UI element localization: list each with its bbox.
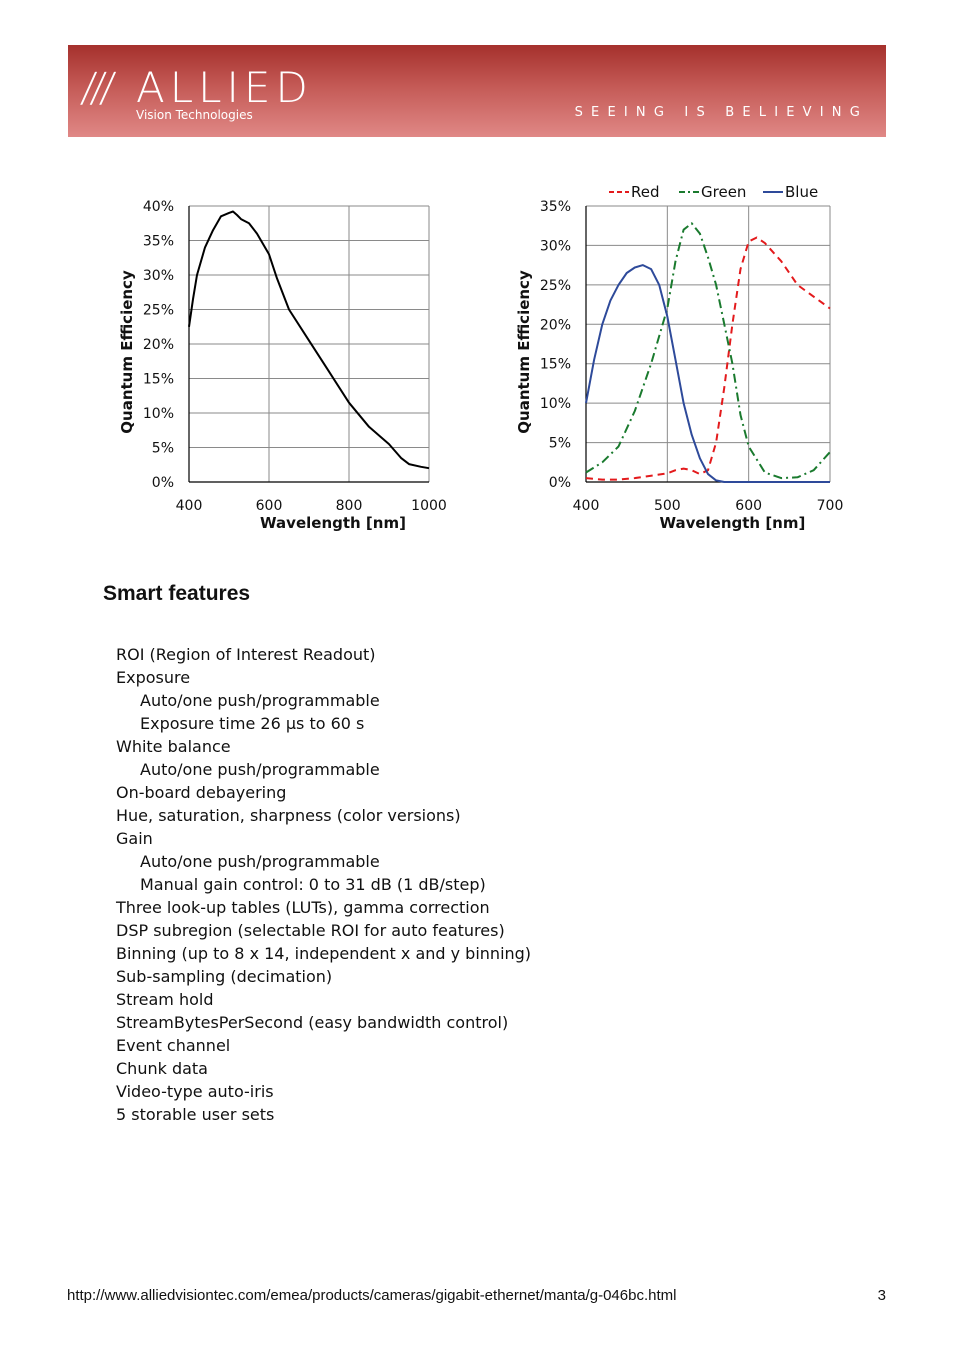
feature-item: Event channel [116, 1036, 231, 1055]
legend-label-blue: Blue [785, 183, 819, 201]
x-tick-label: 400 [572, 498, 600, 514]
legend-label-red: Red [631, 183, 660, 201]
series-line-red [586, 238, 830, 480]
series-line [189, 212, 429, 469]
feature-item: Exposure time 26 µs to 60 s [140, 714, 365, 733]
y-axis-title: Quantum Efficiency [118, 270, 136, 434]
footer-url[interactable]: http://www.alliedvisiontec.com/emea/products/cameras/gigabit-ethernet/manta/g-046bc.html [67, 1287, 677, 1304]
legend-label-green: Green [701, 183, 747, 201]
y-tick-label: 25% [539, 277, 571, 294]
feature-item: Binning (up to 8 x 14, independent x and y binning) [116, 944, 532, 963]
y-tick-label: 30% [142, 268, 174, 284]
feature-item: On-board debayering [116, 783, 287, 802]
y-tick-label: 35% [142, 233, 174, 250]
color-qe-chart [505, 175, 860, 555]
x-tick-label: 600 [255, 498, 283, 514]
feature-item: Chunk data [116, 1059, 208, 1078]
mono-qe-chart [110, 185, 470, 555]
tagline: SEEING IS BELIEVING [574, 105, 868, 120]
feature-item: 5 storable user sets [116, 1105, 275, 1124]
y-tick-label: 5% [548, 435, 571, 452]
x-tick-label: 800 [335, 498, 363, 514]
feature-item: Three look-up tables (LUTs), gamma correction [116, 898, 490, 917]
feature-item: White balance [116, 737, 231, 756]
feature-item: ROI (Region of Interest Readout) [116, 645, 376, 664]
x-axis-title: Wavelength [nm] [260, 514, 406, 532]
y-axis-title: Quantum Efficiency [515, 270, 533, 434]
x-tick-label: 400 [175, 498, 203, 514]
feature-item: Stream hold [116, 990, 214, 1009]
x-tick-label: 1000 [411, 498, 447, 514]
feature-item: Manual gain control: 0 to 31 dB (1 dB/step) [140, 875, 486, 894]
x-tick-label: 500 [653, 498, 681, 514]
y-tick-label: 10% [539, 396, 571, 413]
logo-wordmark: ALLIED [136, 63, 313, 112]
y-tick-label: 10% [142, 406, 174, 422]
y-tick-label: 25% [142, 302, 174, 319]
feature-item: DSP subregion (selectable ROI for auto features) [116, 921, 505, 940]
feature-item: Sub-sampling (decimation) [116, 967, 333, 986]
feature-item: Hue, saturation, sharpness (color versions) [116, 806, 461, 825]
y-tick-label: 5% [151, 440, 174, 457]
series-line-green [586, 223, 830, 478]
feature-item: Auto/one push/programmable [140, 760, 380, 779]
y-tick-label: 30% [539, 238, 571, 255]
y-tick-label: 20% [142, 337, 174, 353]
x-axis-title: Wavelength [nm] [659, 514, 806, 532]
feature-item: Auto/one push/programmable [140, 852, 380, 871]
logo-subtitle: Vision Technologies [136, 108, 253, 122]
y-tick-label: 0% [151, 475, 174, 491]
feature-item: Auto/one push/programmable [140, 691, 380, 710]
feature-item: Exposure [116, 668, 191, 687]
header-banner [68, 45, 886, 137]
y-tick-label: 40% [142, 199, 174, 215]
x-tick-label: 700 [816, 498, 844, 514]
y-tick-label: 15% [142, 371, 174, 388]
feature-item: StreamBytesPerSecond (easy bandwidth control) [116, 1013, 509, 1032]
y-tick-label: 15% [539, 356, 571, 373]
series-line-blue [586, 265, 830, 482]
logo-slashes: /// [78, 65, 114, 111]
section-title: Smart features [103, 582, 251, 605]
feature-item: Gain [116, 829, 153, 848]
x-tick-label: 600 [735, 498, 763, 514]
feature-item: Video-type auto-iris [116, 1082, 274, 1101]
y-tick-label: 35% [539, 199, 571, 215]
y-tick-label: 20% [539, 317, 571, 334]
page-number: 3 [877, 1287, 886, 1304]
y-tick-label: 0% [548, 475, 571, 491]
features-list [116, 643, 531, 1126]
